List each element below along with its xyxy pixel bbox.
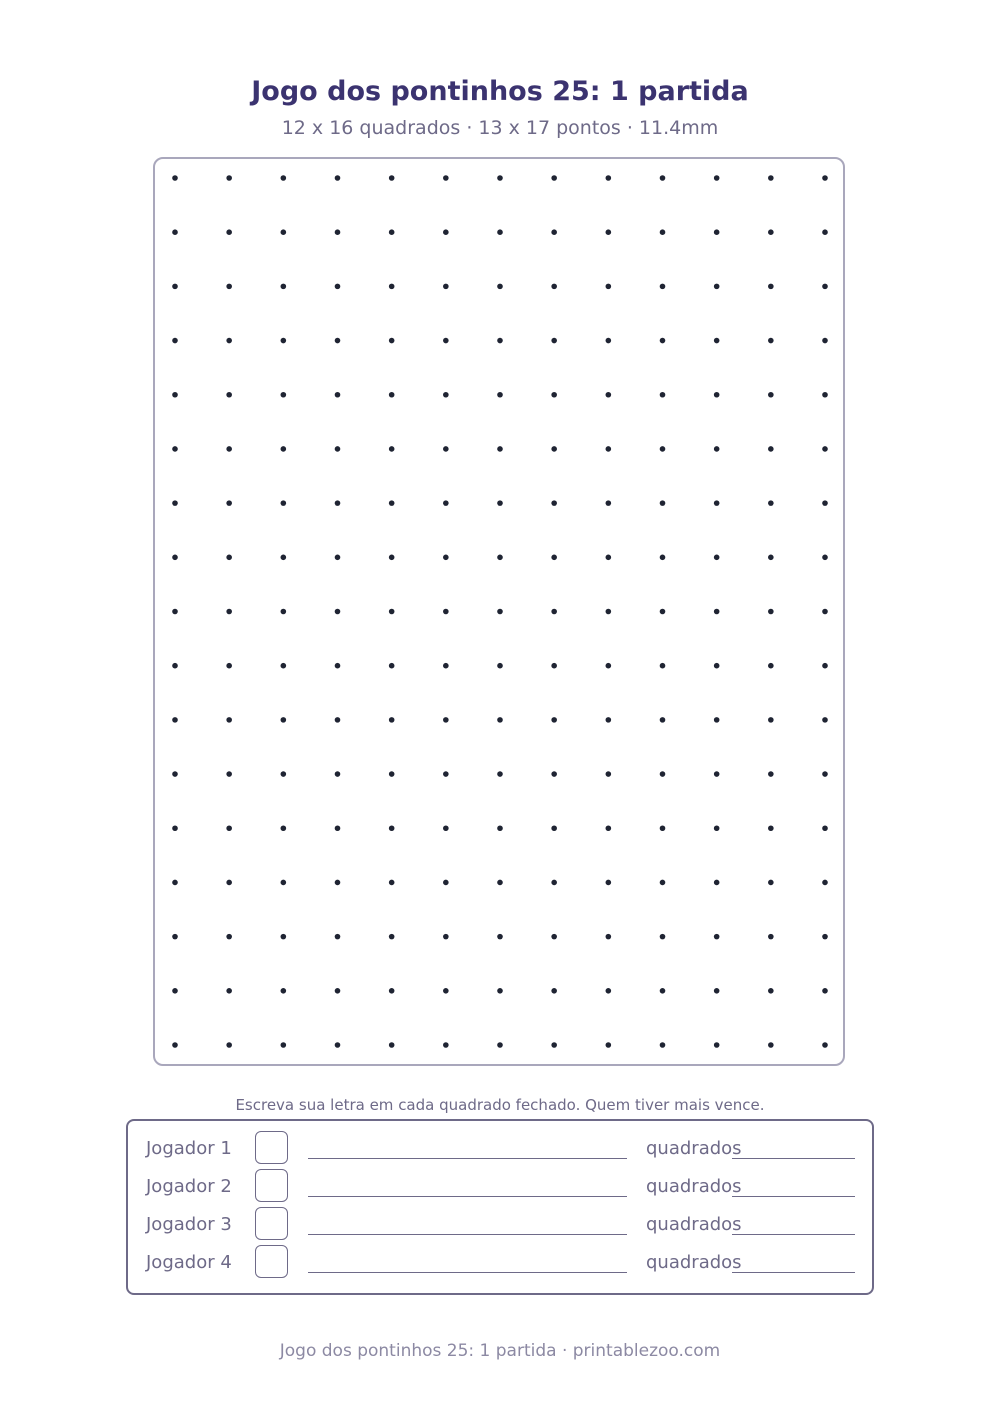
grid-dot[interactable] [281, 988, 287, 994]
grid-dot[interactable] [443, 663, 449, 669]
grid-dot[interactable] [335, 284, 341, 290]
player-row [128, 1245, 872, 1281]
grid-dot[interactable] [226, 771, 232, 777]
grid-dot[interactable] [551, 446, 557, 452]
player-name-line[interactable] [308, 1196, 627, 1197]
grid-dot[interactable] [226, 825, 232, 831]
grid-dot[interactable] [714, 446, 720, 452]
player-name-line[interactable] [308, 1272, 627, 1273]
grid-dot[interactable] [172, 555, 178, 561]
grid-dot[interactable] [822, 175, 828, 181]
grid-dot[interactable] [226, 880, 232, 886]
squares-label: quadrados [646, 1138, 742, 1159]
dot-grid [155, 159, 843, 1064]
grid-dot[interactable] [551, 825, 557, 831]
player-label: Jogador 1 [146, 1138, 232, 1159]
grid-dot[interactable] [443, 500, 449, 506]
page-title: Jogo dos pontinhos 25: 1 partida [251, 76, 749, 107]
grid-dot[interactable] [172, 988, 178, 994]
grid-dot[interactable] [335, 825, 341, 831]
player-row [128, 1169, 872, 1205]
grid-dot[interactable] [606, 392, 612, 398]
grid-dot[interactable] [335, 175, 341, 181]
grid-dot[interactable] [497, 717, 503, 723]
grid-dot[interactable] [822, 825, 828, 831]
grid-dot[interactable] [606, 717, 612, 723]
grid-dot[interactable] [660, 392, 666, 398]
grid-dot[interactable] [281, 284, 287, 290]
grid-dot[interactable] [497, 175, 503, 181]
grid-dot[interactable] [172, 500, 178, 506]
grid-dot[interactable] [389, 500, 395, 506]
grid-dot[interactable] [714, 988, 720, 994]
grid-dot[interactable] [822, 446, 828, 452]
grid-dot[interactable] [606, 500, 612, 506]
grid-dot[interactable] [714, 555, 720, 561]
player-letter-box[interactable] [255, 1245, 288, 1278]
grid-dot[interactable] [822, 229, 828, 235]
grid-dot[interactable] [822, 771, 828, 777]
player-row [128, 1207, 872, 1243]
grid-dot[interactable] [443, 555, 449, 561]
grid-dot[interactable] [822, 338, 828, 344]
grid-dot[interactable] [443, 175, 449, 181]
grid-dot[interactable] [443, 717, 449, 723]
grid-dot[interactable] [335, 500, 341, 506]
grid-dot[interactable] [551, 663, 557, 669]
grid-dot[interactable] [497, 609, 503, 615]
grid-dot[interactable] [768, 988, 774, 994]
grid-dot[interactable] [551, 284, 557, 290]
grid-dot[interactable] [714, 880, 720, 886]
grid-dot[interactable] [606, 988, 612, 994]
player-label: Jogador 4 [146, 1252, 232, 1273]
grid-dot[interactable] [714, 717, 720, 723]
grid-dot[interactable] [660, 663, 666, 669]
grid-dot[interactable] [281, 229, 287, 235]
player-row [128, 1131, 872, 1167]
grid-dot[interactable] [172, 825, 178, 831]
dot-grid-board [153, 157, 845, 1066]
grid-dot[interactable] [497, 338, 503, 344]
grid-dot[interactable] [389, 880, 395, 886]
grid-dot[interactable] [606, 609, 612, 615]
player-name-line[interactable] [308, 1234, 627, 1235]
grid-dot[interactable] [389, 555, 395, 561]
grid-dot[interactable] [660, 500, 666, 506]
grid-dot[interactable] [281, 500, 287, 506]
grid-dot[interactable] [172, 880, 178, 886]
grid-dot[interactable] [335, 229, 341, 235]
grid-dot[interactable] [606, 663, 612, 669]
grid-dot[interactable] [443, 934, 449, 940]
grid-dot[interactable] [822, 1042, 828, 1048]
grid-dot[interactable] [443, 825, 449, 831]
grid-dot[interactable] [172, 771, 178, 777]
grid-dot[interactable] [497, 988, 503, 994]
grid-dot[interactable] [172, 446, 178, 452]
grid-dot[interactable] [443, 392, 449, 398]
score-line[interactable] [732, 1196, 855, 1197]
grid-dot[interactable] [389, 771, 395, 777]
grid-dot[interactable] [768, 284, 774, 290]
grid-dot[interactable] [389, 392, 395, 398]
grid-dot[interactable] [551, 934, 557, 940]
grid-dot[interactable] [172, 663, 178, 669]
grid-dot[interactable] [172, 934, 178, 940]
grid-dot[interactable] [714, 934, 720, 940]
grid-dot[interactable] [768, 880, 774, 886]
grid-dot[interactable] [660, 338, 666, 344]
grid-dot[interactable] [768, 175, 774, 181]
grid-dot[interactable] [389, 609, 395, 615]
grid-dot[interactable] [660, 446, 666, 452]
grid-dot[interactable] [443, 609, 449, 615]
grid-dot[interactable] [281, 717, 287, 723]
grid-dot[interactable] [822, 392, 828, 398]
grid-dot[interactable] [226, 663, 232, 669]
score-line[interactable] [732, 1272, 855, 1273]
grid-dot[interactable] [389, 1042, 395, 1048]
footer-text: Jogo dos pontinhos 25: 1 partida · printablezoo.com [279, 1341, 721, 1361]
grid-dot[interactable] [497, 446, 503, 452]
grid-dot[interactable] [551, 175, 557, 181]
squares-label: quadrados [646, 1176, 742, 1197]
grid-dot[interactable] [226, 446, 232, 452]
grid-dot[interactable] [335, 934, 341, 940]
grid-dot[interactable] [660, 284, 666, 290]
grid-dot[interactable] [497, 229, 503, 235]
grid-dot[interactable] [768, 555, 774, 561]
grid-dot[interactable] [335, 880, 341, 886]
grid-dot[interactable] [443, 229, 449, 235]
grid-dot[interactable] [714, 284, 720, 290]
grid-dot[interactable] [768, 663, 774, 669]
player-letter-box[interactable] [255, 1131, 288, 1164]
grid-dot[interactable] [551, 771, 557, 777]
score-line[interactable] [732, 1234, 855, 1235]
grid-dot[interactable] [551, 555, 557, 561]
grid-dot[interactable] [497, 500, 503, 506]
grid-dot[interactable] [443, 446, 449, 452]
grid-dot[interactable] [606, 934, 612, 940]
grid-dot[interactable] [226, 392, 232, 398]
grid-dot[interactable] [714, 1042, 720, 1048]
grid-dot[interactable] [389, 284, 395, 290]
grid-dot[interactable] [551, 988, 557, 994]
grid-dot[interactable] [660, 771, 666, 777]
grid-dot[interactable] [226, 934, 232, 940]
grid-dot[interactable] [226, 555, 232, 561]
grid-dot[interactable] [226, 338, 232, 344]
grid-dot[interactable] [551, 500, 557, 506]
grid-dot[interactable] [281, 175, 287, 181]
squares-label: quadrados [646, 1252, 742, 1273]
grid-dot[interactable] [389, 229, 395, 235]
grid-dot[interactable] [606, 880, 612, 886]
grid-dot[interactable] [172, 229, 178, 235]
player-name-line[interactable] [308, 1158, 627, 1159]
grid-dot[interactable] [172, 609, 178, 615]
grid-dot[interactable] [551, 392, 557, 398]
grid-dot[interactable] [335, 988, 341, 994]
grid-dot[interactable] [822, 988, 828, 994]
grid-dot[interactable] [714, 609, 720, 615]
grid-dot[interactable] [606, 175, 612, 181]
grid-dot[interactable] [768, 392, 774, 398]
grid-dot[interactable] [822, 555, 828, 561]
grid-dot[interactable] [768, 338, 774, 344]
grid-dot[interactable] [660, 175, 666, 181]
grid-dot[interactable] [497, 663, 503, 669]
grid-dot[interactable] [822, 880, 828, 886]
grid-dot[interactable] [443, 338, 449, 344]
grid-dot[interactable] [281, 880, 287, 886]
grid-dot[interactable] [281, 555, 287, 561]
grid-dot[interactable] [226, 1042, 232, 1048]
grid-dot[interactable] [551, 880, 557, 886]
squares-label: quadrados [646, 1214, 742, 1235]
grid-dot[interactable] [768, 229, 774, 235]
grid-dot[interactable] [822, 500, 828, 506]
grid-dot[interactable] [443, 1042, 449, 1048]
grid-dot[interactable] [551, 338, 557, 344]
grid-dot[interactable] [335, 663, 341, 669]
grid-dot[interactable] [660, 717, 666, 723]
grid-dot[interactable] [497, 825, 503, 831]
grid-dot[interactable] [172, 338, 178, 344]
grid-dot[interactable] [389, 988, 395, 994]
grid-dot[interactable] [281, 771, 287, 777]
grid-dot[interactable] [172, 1042, 178, 1048]
grid-dot[interactable] [768, 934, 774, 940]
grid-dot[interactable] [389, 663, 395, 669]
grid-dot[interactable] [389, 338, 395, 344]
grid-dot[interactable] [226, 988, 232, 994]
grid-dot[interactable] [389, 717, 395, 723]
grid-dot[interactable] [226, 609, 232, 615]
grid-dot[interactable] [497, 880, 503, 886]
grid-dot[interactable] [714, 771, 720, 777]
grid-dot[interactable] [281, 1042, 287, 1048]
grid-dot[interactable] [226, 229, 232, 235]
grid-dot[interactable] [714, 663, 720, 669]
grid-dot[interactable] [551, 609, 557, 615]
grid-dot[interactable] [226, 717, 232, 723]
grid-dot[interactable] [551, 1042, 557, 1048]
grid-dot[interactable] [606, 1042, 612, 1048]
instruction-text: Escreva sua letra em cada quadrado fechado. Quem tiver mais vence. [235, 1096, 765, 1114]
page-subtitle: 12 x 16 quadrados · 13 x 17 pontos · 11.4mm [281, 117, 719, 139]
grid-dot[interactable] [660, 1042, 666, 1048]
grid-dot[interactable] [606, 555, 612, 561]
grid-dot[interactable] [335, 392, 341, 398]
player-letter-box[interactable] [255, 1169, 288, 1202]
grid-dot[interactable] [822, 663, 828, 669]
grid-dot[interactable] [335, 771, 341, 777]
grid-dot[interactable] [443, 771, 449, 777]
grid-dot[interactable] [443, 284, 449, 290]
grid-dot[interactable] [768, 609, 774, 615]
grid-dot[interactable] [606, 284, 612, 290]
grid-dot[interactable] [714, 175, 720, 181]
grid-dot[interactable] [335, 1042, 341, 1048]
grid-dot[interactable] [768, 771, 774, 777]
grid-dot[interactable] [606, 229, 612, 235]
grid-dot[interactable] [281, 825, 287, 831]
grid-dot[interactable] [822, 609, 828, 615]
grid-dot[interactable] [551, 229, 557, 235]
grid-dot[interactable] [660, 934, 666, 940]
grid-dot[interactable] [714, 338, 720, 344]
grid-dot[interactable] [660, 825, 666, 831]
grid-dot[interactable] [172, 284, 178, 290]
grid-dot[interactable] [606, 446, 612, 452]
grid-dot[interactable] [660, 880, 666, 886]
grid-dot[interactable] [768, 825, 774, 831]
grid-dot[interactable] [389, 825, 395, 831]
grid-dot[interactable] [768, 446, 774, 452]
grid-dot[interactable] [497, 771, 503, 777]
grid-dot[interactable] [335, 446, 341, 452]
grid-dot[interactable] [497, 934, 503, 940]
grid-dot[interactable] [660, 555, 666, 561]
grid-dot[interactable] [281, 446, 287, 452]
player-label: Jogador 3 [146, 1214, 232, 1235]
grid-dot[interactable] [281, 338, 287, 344]
grid-dot[interactable] [660, 229, 666, 235]
grid-dot[interactable] [281, 392, 287, 398]
grid-dot[interactable] [551, 717, 557, 723]
grid-dot[interactable] [335, 338, 341, 344]
grid-dot[interactable] [389, 934, 395, 940]
grid-dot[interactable] [497, 392, 503, 398]
grid-dot[interactable] [660, 609, 666, 615]
grid-dot[interactable] [389, 175, 395, 181]
score-table [126, 1119, 874, 1295]
grid-dot[interactable] [714, 229, 720, 235]
grid-dot[interactable] [497, 555, 503, 561]
grid-dot[interactable] [714, 392, 720, 398]
grid-dot[interactable] [335, 555, 341, 561]
grid-dot[interactable] [443, 880, 449, 886]
grid-dot[interactable] [172, 392, 178, 398]
grid-dot[interactable] [226, 500, 232, 506]
grid-dot[interactable] [822, 717, 828, 723]
player-label: Jogador 2 [146, 1176, 232, 1197]
grid-dot[interactable] [606, 825, 612, 831]
grid-dot[interactable] [335, 717, 341, 723]
grid-dot[interactable] [172, 175, 178, 181]
grid-dot[interactable] [497, 284, 503, 290]
score-line[interactable] [732, 1158, 855, 1159]
grid-dot[interactable] [714, 825, 720, 831]
grid-dot[interactable] [281, 609, 287, 615]
grid-dot[interactable] [226, 175, 232, 181]
grid-dot[interactable] [281, 934, 287, 940]
grid-dot[interactable] [822, 934, 828, 940]
grid-dot[interactable] [497, 1042, 503, 1048]
grid-dot[interactable] [443, 988, 449, 994]
grid-dot[interactable] [822, 284, 828, 290]
grid-dot[interactable] [768, 500, 774, 506]
grid-dot[interactable] [714, 500, 720, 506]
grid-dot[interactable] [768, 1042, 774, 1048]
grid-dot[interactable] [389, 446, 395, 452]
grid-dot[interactable] [768, 717, 774, 723]
player-letter-box[interactable] [255, 1207, 288, 1240]
grid-dot[interactable] [226, 284, 232, 290]
grid-dot[interactable] [606, 338, 612, 344]
grid-dot[interactable] [606, 771, 612, 777]
grid-dot[interactable] [172, 717, 178, 723]
grid-dot[interactable] [281, 663, 287, 669]
grid-dot[interactable] [335, 609, 341, 615]
grid-dot[interactable] [660, 988, 666, 994]
